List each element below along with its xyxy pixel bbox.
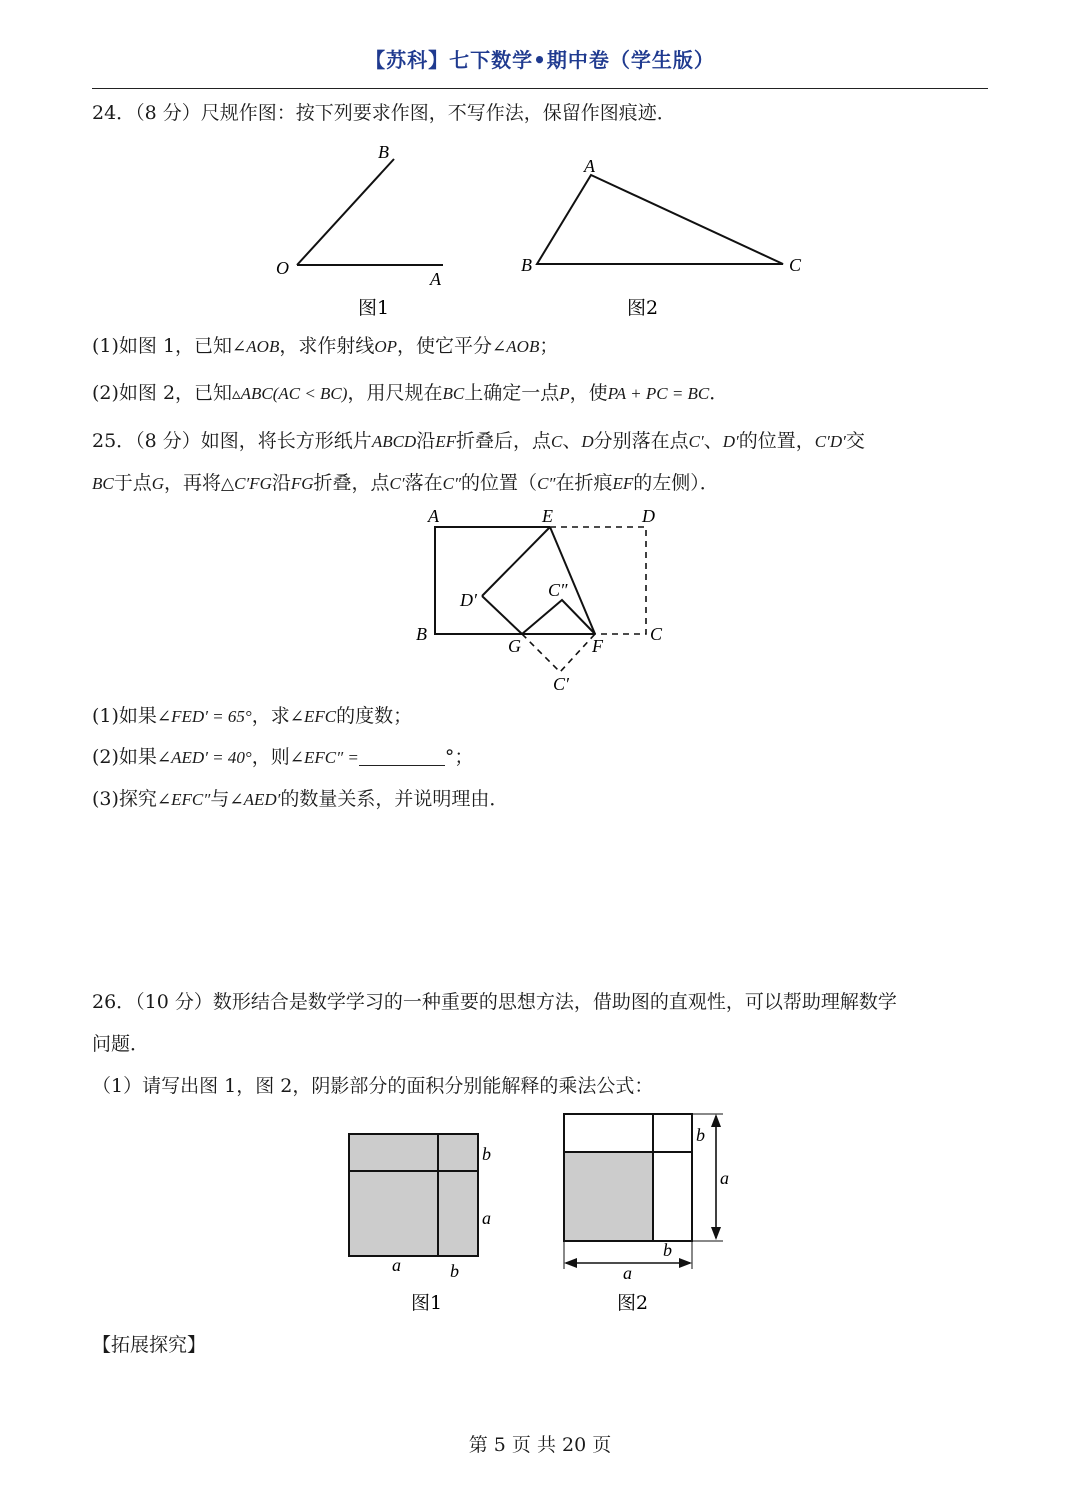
fig25-label-f: F [592, 636, 603, 656]
fig2-label-b-top: b [696, 1125, 705, 1145]
q24-figure-1 [270, 140, 460, 320]
fig1-label-b-side: b [482, 1144, 491, 1164]
q26-figure-2 [555, 1105, 755, 1320]
fig25-label-c: C [650, 624, 663, 644]
fig1-caption: 图1 [411, 1292, 443, 1314]
fig1-ray-ob [297, 159, 394, 265]
fig2-label-a-bottom: a [623, 1263, 632, 1283]
q26-part1: （1）请写出图 1，图 2，阴影部分的面积分别能解释的乘法公式： [92, 1075, 654, 1097]
fig2-label-b: B [521, 255, 532, 275]
fig1-caption: 图1 [358, 297, 390, 319]
fig25-label-a: A [428, 506, 439, 526]
fig2-arrowhead-left [564, 1258, 577, 1268]
extension-heading: 【拓展探究】 [92, 1334, 207, 1356]
fig25-label-d1: D′ [460, 590, 477, 610]
triangle-gc2f [522, 600, 595, 634]
fig2-arrowhead-right [679, 1258, 692, 1268]
fig2-label-a-right: a [720, 1168, 729, 1188]
page-header-title: 【苏科】七下数学•期中卷（学生版） [365, 48, 715, 72]
page-footer: 第 5 页 共 20 页 [468, 1434, 612, 1456]
fig1-label-b: B [378, 142, 389, 162]
rect-solid-edges [435, 527, 595, 634]
q25-stem-line1: 25．（8 分）如图，将长方形纸片ABCD沿EF折叠后，点C、D分别落在点C′、D′的位置，C′D′交 [92, 430, 865, 452]
fig1-shaded-square [349, 1134, 478, 1256]
fig2-arrowhead-down [711, 1227, 721, 1240]
q25-stem-line2: BC于点G，再将△C′FG沿FG折叠，点C′落在C″的位置（C″在折痕EF的左侧）． [92, 472, 719, 494]
segment-d1g [482, 596, 522, 634]
q25-part1: (1)如果∠FED′ = 65°，求∠EFC的度数； [92, 705, 413, 727]
fig2-triangle-abc [537, 175, 783, 264]
fig25-label-c2: C″ [548, 580, 568, 600]
fig1-label-o: O [276, 258, 289, 278]
fig2-caption: 图2 [627, 297, 659, 319]
fig25-label-b: B [416, 624, 427, 644]
fig2-label-b-inner: b [663, 1240, 672, 1260]
fig2-caption: 图2 [617, 1292, 649, 1314]
fig2-label-a: A [584, 156, 595, 176]
fig1-label-a: A [430, 269, 441, 289]
q24-stem: 24．（8 分）尺规作图：按下列要求作图，不写作法，保留作图痕迹． [92, 102, 676, 124]
q24-part2: (2)如图 2，已知▵ABC(AC < BC)，用尺规在BC上确定一点P，使PA + PC = BC． [92, 382, 729, 404]
q26-figure-1 [340, 1125, 520, 1320]
q26-stem-line1: 26．（10 分）数形结合是数学学习的一种重要的思想方法，借助图的直观性，可以帮助理解数学 [92, 991, 897, 1013]
fig2-label-c: C [789, 255, 802, 275]
fig2-shaded-region [564, 1152, 653, 1241]
fig25-label-g: G [508, 636, 521, 656]
fig1-label-b-bottom: b [450, 1261, 459, 1281]
q25-folding-figure [410, 500, 680, 700]
header-divider [92, 88, 988, 89]
fig25-label-d: D [642, 506, 655, 526]
segment-ed1 [482, 527, 550, 596]
q26-stem-line2: 问题． [92, 1033, 150, 1055]
fig25-label-e: E [542, 506, 553, 526]
fig1-label-a-side: a [482, 1208, 491, 1228]
fig2-arrowhead-up [711, 1114, 721, 1127]
fig1-label-a-bottom: a [392, 1255, 401, 1275]
fig25-label-c1: C′ [553, 674, 569, 694]
dashed-gc1f [522, 634, 595, 672]
q24-figure-2 [515, 150, 845, 320]
q25-part2: (2)如果∠AED′ = 40°，则∠EFC″ = °； [92, 746, 474, 768]
q24-part1: (1)如图 1，已知∠AOB，求作射线OP，使它平分∠AOB； [92, 335, 559, 357]
answer-blank [359, 747, 445, 766]
q25-part3: (3)探究∠EFC″与∠AED′的数量关系，并说明理由． [92, 788, 509, 810]
